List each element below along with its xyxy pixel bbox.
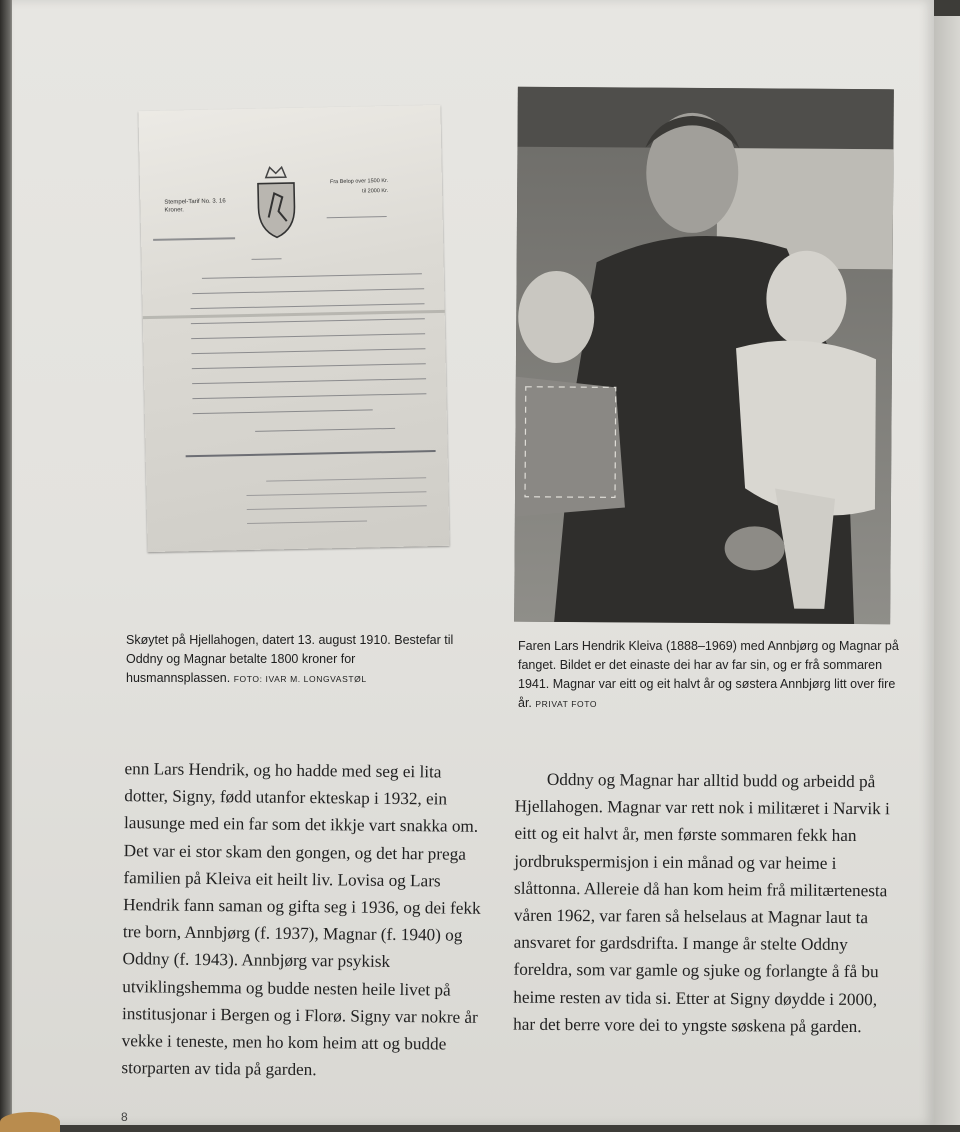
handwriting-line — [153, 237, 235, 241]
deed-caption-credit: FOTO: IVAR M. LONGVASTØL — [234, 674, 367, 684]
photo-caption-text: Faren Lars Hendrik Kleiva (1888–1969) med Annbjørg og Magnar på fanget. Bildet er det einaste dei har av far sin, og er frå sommaren 1941. Magnar var eitt og eit halvt år og søstera Annbjørg litt over fire år. — [518, 639, 899, 710]
body-text-right-column — [513, 766, 900, 1041]
signature-line — [186, 450, 436, 457]
handwriting-line — [327, 216, 387, 219]
photo-caption — [518, 637, 908, 714]
page-number: 8 — [121, 1110, 128, 1124]
family-photo-illustration — [514, 87, 894, 625]
handwriting-line — [202, 273, 422, 279]
handwriting-line — [247, 505, 427, 510]
body-text-right-paragraph: Oddny og Magnar har alltid budd og arbeidd på Hjellahogen. Magnar var rett nok i militæret i Narvik i eitt og eit halvt år, men første sommaren fekk han jordbrukspermisjon i ein månad og var heime i slåttonna. Allereie då han kom heim frå militærtenesta våren 1962, var faren så helselaus at Magnar laut ta ansvaret for gardsdrifta. I mange år stelte Oddny foreldra, som var gamle og sjuke og forlangte å få bu heime resten av tida si. Etter at Signy døydde i 2000, har det berre vore dei to yngste søskena på garden. — [513, 770, 890, 1036]
deed-document-image — [138, 105, 449, 552]
next-page-edge — [930, 14, 960, 1125]
deed-printed-amount-1: Fra Belop over 1500 Kr. — [330, 177, 420, 185]
handwriting-line — [191, 333, 425, 339]
thumb-holding-page — [0, 1112, 60, 1132]
deed-printed-amount-2: til 2000 Kr. — [362, 187, 422, 194]
deed-fold-line — [143, 310, 445, 319]
handwriting-line — [191, 303, 425, 309]
deed-caption-text: Skøytet på Hjellahogen, datert 13. august 1910. Bestefar til Oddny og Magnar betalte 1800 kroner for husmannsplassen. — [126, 633, 453, 685]
handwriting-line — [193, 409, 373, 414]
handwriting-line — [192, 288, 424, 294]
body-text-left-column: enn Lars Hendrik, og ho hadde med seg ei lita dotter, Signy, fødd utanfor ekteskap i 1932, ein lausunge med ein far som det ikkje vart snakka om. Det var ei stor skam den gongen, og det har prega familien på Kleiva eit heilt liv. Lovisa og Lars Hendrik fann saman og gifta seg i 1936, og dei fekk tre born, Annbjørg (f. 1937), Magnar (f. 1940) og Oddny (f. 1943). Annbjørg var psykisk utviklingshemma og budde nesten heile livet på institusjonar i Bergen og i Florø. Signy var nokre år vekke i teneste, men ho kom heim att og budde storparten av tida på garden. — [121, 755, 484, 1085]
handwriting-line — [192, 393, 426, 399]
deed-printed-header: Stempel-Tarif No. 3. 16 Kroner. — [164, 197, 244, 215]
handwriting-line — [191, 318, 425, 324]
handwriting-line — [247, 521, 367, 525]
handwriting-line — [192, 363, 426, 369]
handwriting-line — [191, 348, 425, 354]
photo-caption-credit: PRIVAT FOTO — [535, 699, 597, 709]
handwriting-line — [246, 491, 426, 496]
handwriting-line — [255, 428, 395, 432]
deed-caption — [126, 631, 456, 689]
handwriting-line — [252, 258, 282, 260]
handwriting-line — [192, 378, 426, 384]
family-photo — [514, 87, 894, 625]
handwriting-line — [266, 477, 426, 482]
coat-of-arms-icon — [252, 163, 302, 244]
